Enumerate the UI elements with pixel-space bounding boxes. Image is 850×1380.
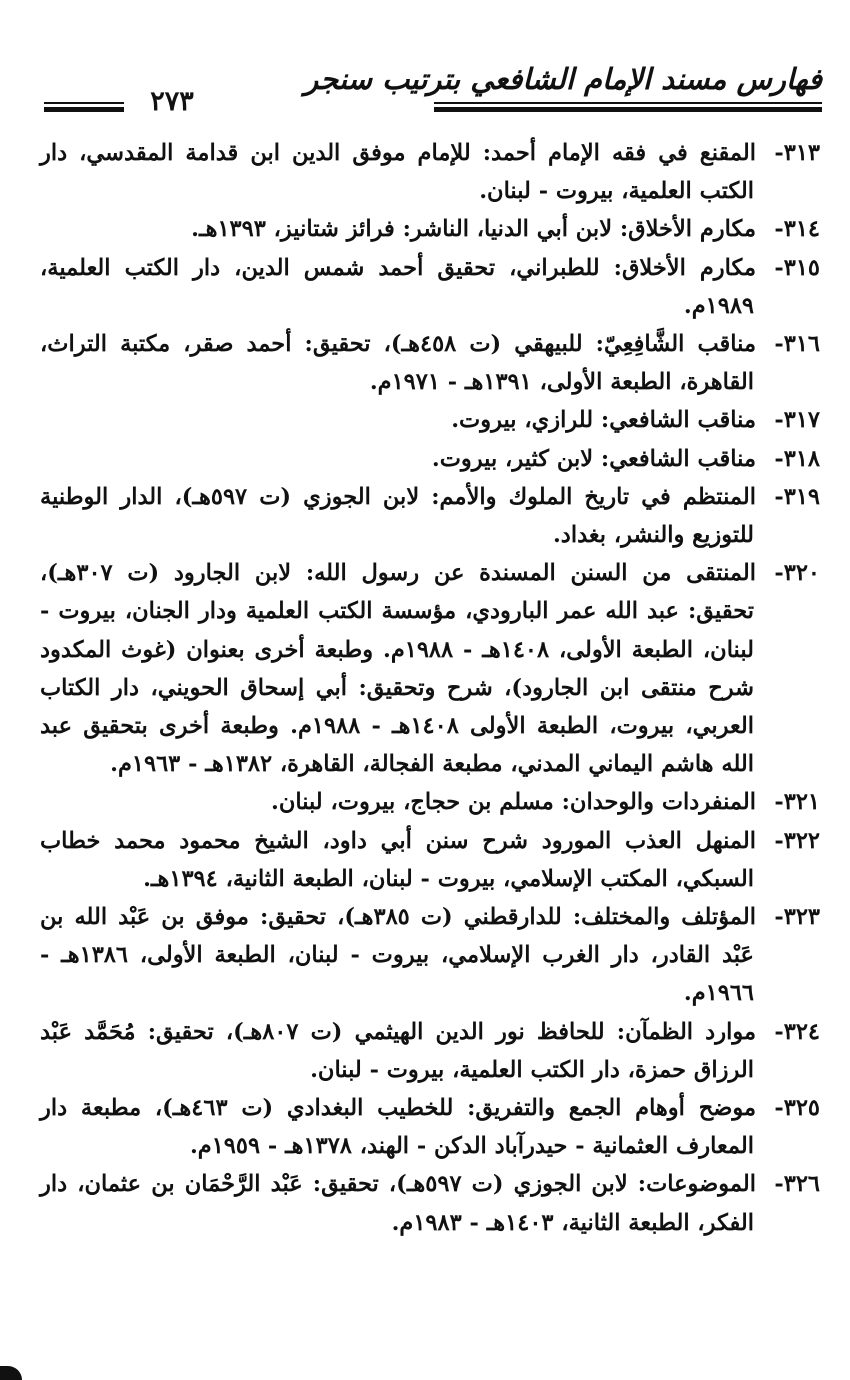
- bibliography-entry: [40, 325, 820, 401]
- entry-number: ٣١٥-: [774, 254, 820, 281]
- bibliography-entry: [40, 898, 820, 1013]
- entry-number: ٣١٣-: [774, 140, 820, 166]
- page-number: ٢٧٣: [150, 86, 194, 117]
- entry-text: مكارم الأخلاق: لابن أبي الدنيا، الناشر: فرائز شتانيز، ١٣٩٣هـ.: [191, 216, 756, 243]
- entry-number: ٣٢٢-: [774, 827, 820, 854]
- entry-number: ٣٢٦-: [774, 1171, 820, 1198]
- entry-number: ٣٢١-: [774, 789, 820, 816]
- bibliography-entry: [40, 440, 820, 478]
- page-header: [44, 52, 822, 122]
- entry-text: موضح أوهام الجمع والتفريق: للخطيب البغدادي (ت ٤٦٣هـ)، مطبعة دار المعارف العثمانية - حيدرآباد الدكن - الهند، ١٣٧٨هـ - ١٩٥٩م.: [40, 1095, 756, 1160]
- entry-number: ٣٢٥-: [774, 1095, 820, 1122]
- entry-text: المنتظم في تاريخ الملوك والأمم: لابن الجوزي (ت ٥٩٧هـ)، الدار الوطنية للتوزيع والنشر، بغداد.: [40, 483, 756, 549]
- entry-number: ٣١٤-: [774, 216, 820, 243]
- bibliography-entry: [40, 554, 820, 783]
- entry-text: المنهل العذب المورود شرح سنن أبي داود، الشيخ محمود محمد خطاب السبكي، المكتب الإسلامي، بيروت - لبنان، الطبعة الثانية، ١٣٩٤هـ.: [40, 827, 756, 892]
- entry-text: مكارم الأخلاق: للطبراني، تحقيق أحمد شمس الدين، دار الكتب العلمية، ١٩٨٩م.: [40, 254, 756, 319]
- bibliography-entry: [40, 401, 820, 439]
- entry-number: ٣١٦-: [774, 331, 820, 358]
- entry-text: مناقب الشافعي: لابن كثير، بيروت.: [431, 445, 756, 472]
- entry-number: ٣٢٣-: [774, 904, 821, 931]
- bibliography-entry: [40, 134, 820, 210]
- bibliography-list: [40, 134, 820, 1242]
- bibliography-entry: [40, 478, 820, 554]
- entry-number: ٣١٩-: [774, 483, 820, 510]
- entry-text: الموضوعات: لابن الجوزي (ت ٥٩٧هـ)، تحقيق: عَبْد الرَّحْمَان بن عثمان، دار الفكر، الطبعة الثانية، ١٤٠٣هـ - ١٩٨٣م.: [40, 1171, 756, 1236]
- bibliography-entry: [40, 822, 820, 898]
- entry-number: ٣٢٤-: [774, 1018, 820, 1045]
- entry-number: ٣١٧-: [774, 407, 820, 434]
- running-title: فهارس مسند الإمام الشافعي بترتيب سنجر: [304, 62, 822, 96]
- bibliography-entry: [40, 1165, 820, 1241]
- entry-number: ٣١٨-: [774, 445, 820, 472]
- bibliography-entry: [40, 1089, 820, 1165]
- entry-number: ٣٢٠-: [774, 560, 820, 587]
- bibliography-entry: [40, 1013, 820, 1089]
- bibliography-entry: [40, 210, 820, 248]
- header-rule-left: [44, 102, 124, 112]
- scan-edge-mark: [0, 1366, 22, 1380]
- entry-text: مناقب الشافعي: للرازي، بيروت.: [451, 407, 756, 434]
- bibliography-entry: [40, 783, 820, 821]
- entry-text: المقنع في فقه الإمام أحمد: للإمام موفق الدين ابن قدامة المقدسي، دار الكتب العلمية، بيروت - لبنان.: [40, 140, 756, 205]
- bibliography-entry: [40, 249, 820, 325]
- header-rule-right: [434, 102, 822, 112]
- entry-text: موارد الظمآن: للحافظ نور الدين الهيثمي (ت ٨٠٧هـ)، تحقيق: مُحَمَّد عَبْد الرزاق حمزة، دار الكتب العلمية، بيروت - لبنان.: [40, 1018, 756, 1083]
- entry-text: المنفردات والوحدان: مسلم بن حجاج، بيروت، لبنان.: [271, 789, 756, 816]
- entry-text: المنتقى من السنن المسندة عن رسول الله: لابن الجارود (ت ٣٠٧هـ)، تحقيق: عبد الله عمر البارودي، مؤسسة الكتب العلمية ودار الجنان، بيروت - لبنان، الطبعة الأولى، ١٤٠٨هـ - ١٩٨٨م. وطبعة أخرى بعنوان (غوث المكدود شرح منتقى ابن الجارود)، شرح وتحقيق: أبي إسحاق الحويني، دار الكتاب العربي، بيروت، الطبعة الأولى ١٤٠٨هـ - ١٩٨٨م. وطبعة أخرى بتحقيق عبد الله هاشم اليماني المدني، مطبعة الفجالة، القاهرة، ١٣٨٢هـ - ١٩٦٣م.: [40, 560, 756, 778]
- entry-text: مناقب الشَّافِعِيّ: للبيهقي (ت ٤٥٨هـ)، تحقيق: أحمد صقر، مكتبة التراث، القاهرة، الطبعة الأولى، ١٣٩١هـ - ١٩٧١م.: [40, 331, 756, 396]
- entry-text: المؤتلف والمختلف: للدارقطني (ت ٣٨٥هـ)، تحقيق: موفق بن عَبْد الله بن عَبْد القادر، دار الغرب الإسلامي، بيروت - لبنان، الطبعة الأولى، ١٣٨٦هـ - ١٩٦٦م.: [40, 904, 757, 1007]
